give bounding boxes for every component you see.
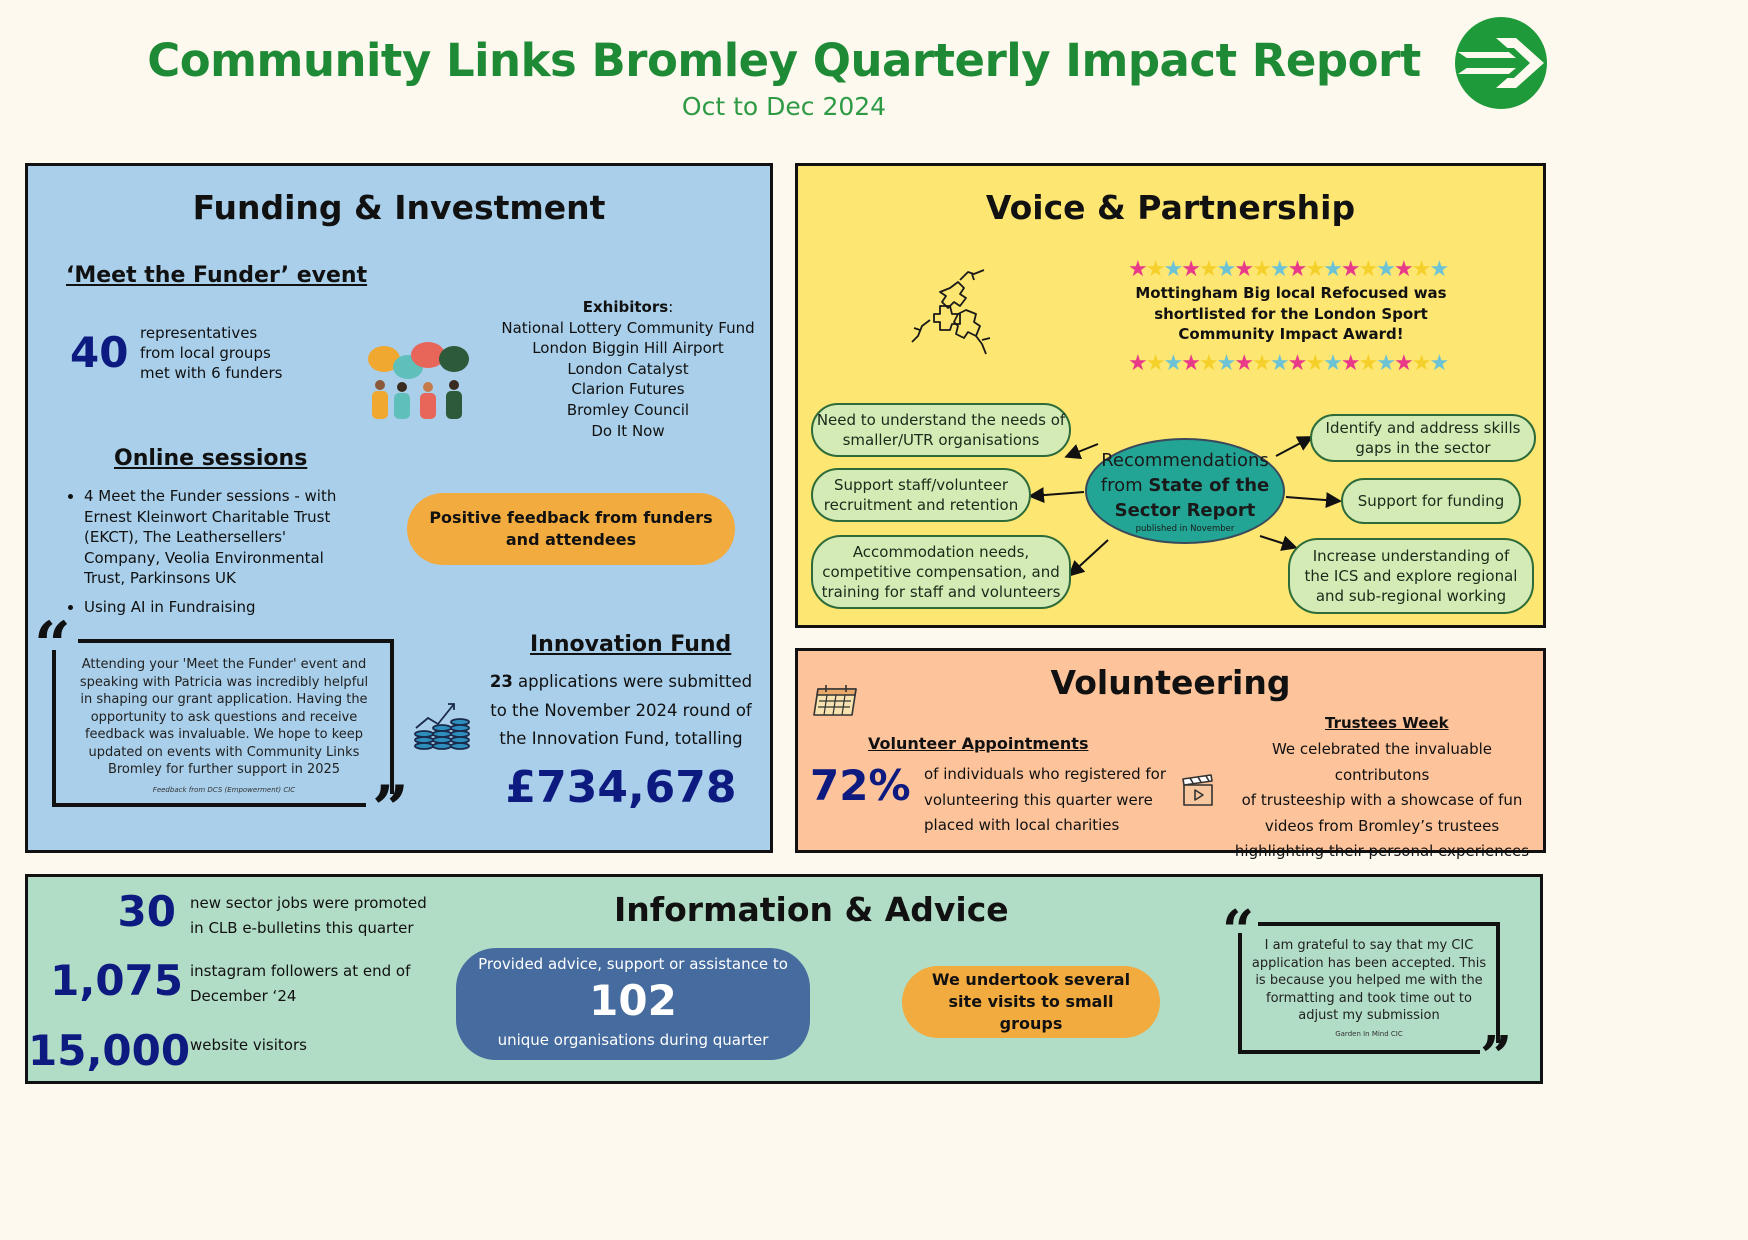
page-title: Community Links Bromley Quarterly Impact Report (147, 34, 1421, 87)
recommendation-item: Need to understand the needs of smaller/UTR organisations (811, 403, 1071, 457)
trustees-week-text: We celebrated the invaluable contributons of trusteeship with a showcase of fun videos from Bromley’s trustees highlighting their personal experiences (1234, 740, 1530, 860)
exhibitors-list: Exhibitors: National Lottery Community Fund London Biggin Hill Airport London Catalyst Clarion Futures Bromley Council Do It Now (498, 297, 758, 441)
volunteer-appointments-heading: Volunteer Appointments (868, 734, 1089, 753)
information-advice-panel (25, 874, 1543, 1090)
recommendation-item: Support for funding (1341, 478, 1521, 524)
video-clapper-icon (1181, 773, 1215, 807)
list-item: • Using AI in Fundraising (84, 597, 366, 618)
client-quote-source: Garden In Mind CIC (1335, 1030, 1403, 1038)
volunteer-placement-percent: 72% (810, 761, 911, 810)
advice-provided-count: 102 (589, 976, 677, 1025)
funder-quote-text: Attending your 'Meet the Funder' event and speaking with Patricia was incredibly helpful in shaping our grant application. Having the opportunity to ask questions and receive feedback was invaluable. We hope to keep updated on events with Community Links Bromley for further support in 2025 (79, 657, 369, 777)
innovation-fund-total: £734,678 (505, 762, 737, 813)
jobs-promoted-text: new sector jobs were promoted in CLB e-bulletins this quarter (190, 894, 427, 937)
recommendations-hub-text: Recommendations from State of the Sector Report published in November (1100, 450, 1270, 534)
recommendation-item: Increase understanding of the ICS and explore regional and sub-regional working (1288, 538, 1534, 614)
online-sessions-list (66, 486, 366, 617)
exhibitor-item: Do It Now (591, 421, 665, 440)
award-shortlist-text: Mottingham Big local Refocused was shortlisted for the London Sport Community Impact Award! (1135, 284, 1447, 343)
representatives-count: 40 (70, 328, 129, 377)
open-quote-icon: “ (1222, 898, 1255, 964)
clb-arrow-logo-icon (1452, 14, 1550, 112)
exhibitor-item: National Lottery Community Fund (501, 318, 755, 337)
innovation-fund-heading: Innovation Fund (530, 632, 732, 657)
exhibitor-item: London Biggin Hill Airport (532, 339, 724, 358)
information-advice-title: Information & Advice (614, 890, 1009, 929)
exhibitor-item: Bromley Council (566, 400, 690, 419)
trustees-week-heading: Trustees Week (1325, 714, 1449, 732)
calendar-icon (812, 683, 860, 719)
funder-quote-source: Feedback from DCS (Empowerment) CIC (152, 786, 296, 794)
online-sessions-heading: Online sessions (114, 446, 308, 471)
voice-partnership-panel (795, 163, 1546, 628)
client-quote-text: I am grateful to say that my CIC application has been accepted. This is because you helped me with the formatting and took time out to adjust my submission (1251, 938, 1487, 1023)
funding-investment-panel (25, 163, 773, 853)
volunteer-placement-text: of individuals who registered for volunteering this quarter were placed with local charities (924, 765, 1166, 834)
advice-provided-pill (456, 948, 810, 1060)
page-subtitle: Oct to Dec 2024 (681, 92, 887, 121)
exhibitor-item: London Catalyst (567, 359, 689, 378)
stars-divider-top: ★★★★★★★★★★★★★★★★★★ (1128, 257, 1448, 282)
exhibitor-item: Clarion Futures (571, 380, 685, 399)
website-visitors-text: website visitors (190, 1036, 307, 1054)
volunteering-panel (795, 648, 1546, 860)
open-quote-icon: “ (34, 608, 71, 683)
representatives-text: representatives from local groups met with 6 funders (140, 324, 283, 382)
list-item: • 4 Meet the Funder sessions - with Ernest Kleinwort Charitable Trust (EKCT), The Leathersellers' Company, Veolia Environmental Trust, Parkinsons UK (84, 486, 366, 589)
advice-provided-top: Provided advice, support or assistance to (478, 955, 788, 973)
stars-divider-bottom: ★★★★★★★★★★★★★★★★★★ (1128, 351, 1448, 376)
voice-title: Voice & Partnership (985, 188, 1356, 227)
funding-title: Funding & Investment (192, 188, 606, 227)
coins-growth-icon (412, 696, 472, 752)
meet-funder-heading: ‘Meet the Funder’ event (66, 263, 368, 288)
people-speech-bubbles-icon (366, 341, 471, 421)
website-visitors-count: 15,000 (28, 1026, 191, 1075)
recommendation-item: Support staff/volunteer recruitment and retention (811, 468, 1031, 522)
volunteering-title: Volunteering (1050, 663, 1291, 702)
recommendation-item: Identify and address skills gaps in the sector (1310, 414, 1536, 462)
jobs-promoted-count: 30 (117, 887, 176, 936)
close-quote-icon: ” (1480, 1024, 1513, 1090)
positive-feedback-pill: Positive feedback from funders and attendees (407, 493, 735, 565)
innovation-fund-text: 23 applications were submitted to the November 2024 round of the Innovation Fund, totalling (489, 672, 753, 748)
advice-provided-bottom: unique organisations during quarter (497, 1031, 769, 1049)
instagram-followers-text: instagram followers at end of December ‘24 (190, 962, 411, 1005)
site-visits-pill: We undertook several site visits to small groups (902, 966, 1160, 1038)
recommendation-item: Accommodation needs, competitive compensation, and training for staff and volunteers (811, 535, 1071, 609)
instagram-followers-count: 1,075 (50, 956, 183, 1005)
close-quote-icon: ” (372, 772, 409, 847)
